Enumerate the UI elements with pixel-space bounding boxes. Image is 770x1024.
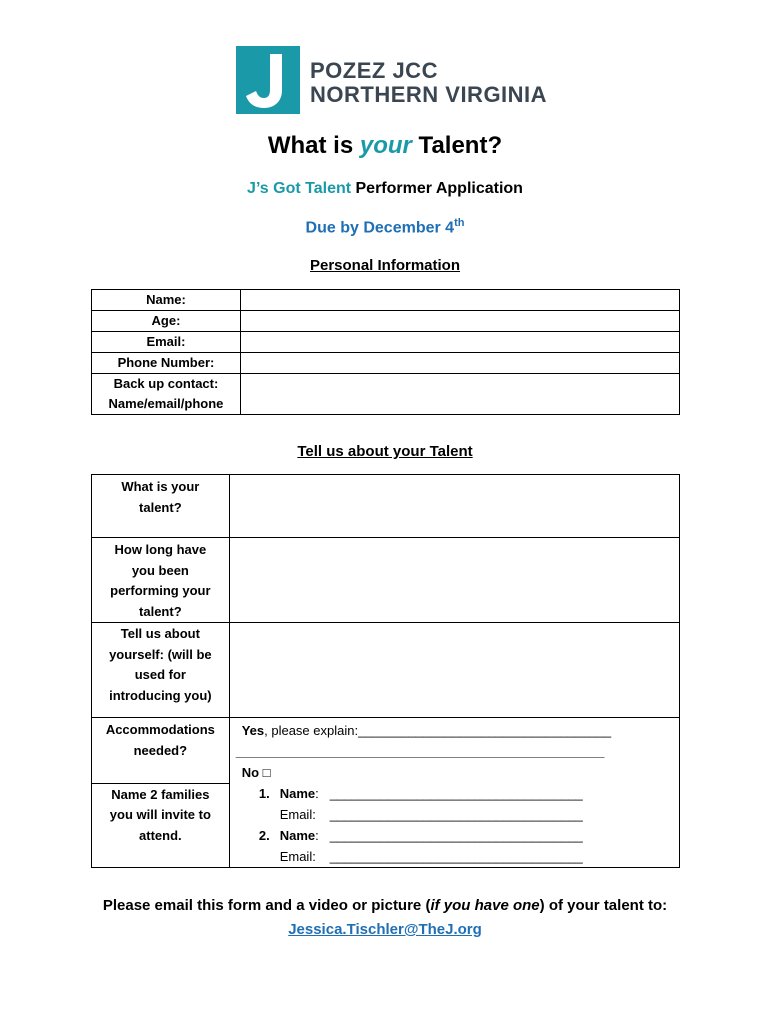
q3-line-2: yourself: (will be — [109, 646, 212, 662]
q2-line-3: performing your — [110, 583, 211, 598]
family-2-email-label: Email: — [279, 849, 316, 864]
acc-no[interactable]: No □ — [241, 765, 271, 780]
backup-contact-field[interactable] — [240, 374, 679, 415]
families-answer — [229, 783, 679, 868]
family-2-name-label: Name — [279, 828, 316, 843]
acc-label-line-2: needed? — [133, 742, 188, 758]
q2-line-1: How long have — [114, 542, 207, 557]
fam-label-line-3: attend. — [139, 827, 182, 843]
age-label: Age: — [92, 311, 241, 332]
talent-table — [91, 474, 680, 868]
contact-email-link[interactable]: Jessica.Tischler@TheJ.org — [288, 921, 482, 938]
families-label — [92, 783, 230, 868]
family-1-num: 1. — [258, 786, 270, 801]
fam-label-line-2: you will invite to — [109, 807, 211, 822]
phone-label: Phone Number: — [92, 353, 241, 374]
footer-instructions — [0, 897, 770, 914]
subtitle — [0, 180, 770, 198]
q3-answer[interactable] — [229, 623, 679, 718]
talent-heading: Tell us about your Talent — [297, 443, 473, 460]
name-field[interactable] — [240, 290, 679, 311]
family-2-email[interactable] — [230, 846, 679, 867]
family-1-name-label: Name — [279, 786, 316, 801]
acc-line-2[interactable]: ___________________________________________________ — [235, 744, 605, 759]
q3-line-3: used for — [134, 667, 186, 682]
title-prefix: What is — [267, 132, 360, 159]
title-suffix: Talent? — [411, 132, 503, 159]
q3-label — [92, 623, 230, 718]
phone-field[interactable] — [240, 353, 679, 374]
footer-pre: Please email this form and a video or picture ( — [102, 897, 431, 914]
accommodations-label — [92, 718, 230, 784]
family-2-name-blank: ___________________________________ — [329, 828, 583, 843]
q2-answer[interactable] — [229, 538, 679, 623]
family-1-name[interactable] — [230, 783, 679, 804]
title-accent: your — [359, 132, 412, 159]
acc-yes-rest: , please explain:___________________________________ — [264, 723, 612, 738]
q3-line-1: Tell us about — [120, 626, 200, 641]
fam-label-line-1: Name 2 families — [111, 786, 210, 802]
q2-line-2: you been — [131, 562, 189, 578]
j-logo-icon — [236, 46, 300, 114]
family-1-email[interactable] — [230, 804, 679, 825]
personal-info-heading: Personal Information — [309, 257, 461, 274]
family-1-email-blank: ___________________________________ — [329, 807, 583, 822]
family-1-email-label: Email: — [279, 807, 316, 822]
logo-line-1: POZEZ JCC — [310, 58, 438, 83]
email-field[interactable] — [240, 332, 679, 353]
accommodations-answer — [229, 718, 679, 784]
family-1-name-blank: ___________________________________ — [329, 786, 583, 801]
q1-answer[interactable] — [229, 475, 679, 538]
due-text: Due by December 4 — [305, 219, 455, 237]
age-field[interactable] — [240, 311, 679, 332]
email-label: Email: — [92, 332, 241, 353]
family-1-name-colon: : — [315, 786, 319, 801]
due-sup: th — [454, 217, 465, 229]
q1-line-1: What is your — [121, 479, 200, 494]
acc-label-line-1: Accommodations — [105, 722, 215, 737]
logo-line-2: NORTHERN VIRGINIA — [310, 82, 548, 107]
personal-info-table — [91, 289, 680, 415]
footer-italic: if you have one — [430, 897, 540, 914]
acc-yes: Yes — [241, 723, 265, 738]
subtitle-rest: Performer Application — [351, 180, 523, 197]
backup-line-1: Back up contact: — [113, 376, 219, 391]
family-2-name-colon: : — [315, 828, 319, 843]
q3-line-4: introducing you) — [109, 687, 212, 703]
backup-contact-label — [92, 374, 241, 415]
footer-post: ) of your talent to: — [539, 897, 668, 914]
q2-line-4: talent? — [139, 603, 182, 619]
q1-label — [92, 475, 230, 538]
page-title — [0, 132, 770, 160]
jcc-logo — [236, 46, 548, 114]
subtitle-accent: J’s Got Talent — [247, 180, 352, 197]
backup-line-2: Name/email/phone — [108, 396, 224, 411]
acc-yes-line[interactable] — [230, 720, 679, 741]
due-date — [0, 217, 770, 237]
family-2-name[interactable] — [230, 825, 679, 846]
name-label: Name: — [92, 290, 241, 311]
family-2-num: 2. — [258, 828, 270, 843]
q2-label — [92, 538, 230, 623]
family-2-email-blank: ___________________________________ — [329, 849, 583, 864]
q1-line-2: talent? — [139, 499, 182, 515]
